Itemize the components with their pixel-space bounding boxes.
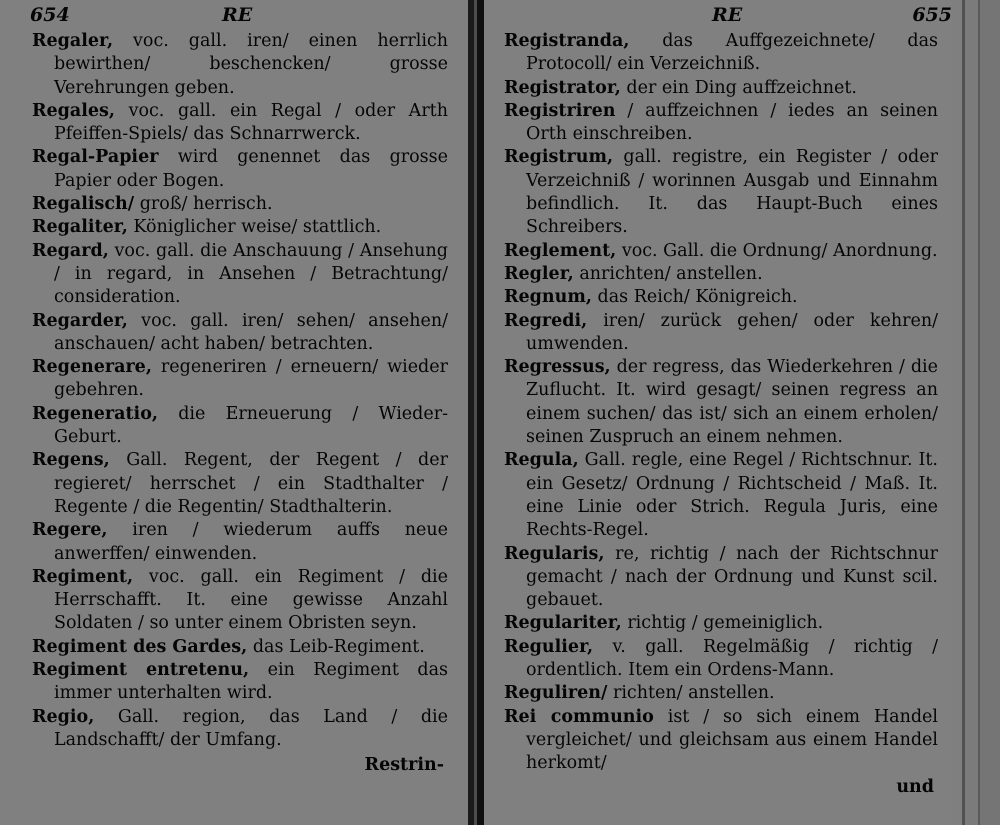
entry-definition: voc. gall. ein Regal / oder Arth Pfeiffen-Spiels/ das Schnarrwerck. xyxy=(54,100,448,145)
left-page xyxy=(0,0,470,825)
entry-definition: Gall. region, das Land / die Landschafft/ der Umfang. xyxy=(54,706,448,750)
entry-definition: regeneriren / erneuern/ wieder gebehren. xyxy=(54,357,448,401)
entry-lemma: Registranda, xyxy=(504,31,630,51)
entry-definition: / auffzeichnen / iedes an seinen Orth einschreiben. xyxy=(526,100,938,145)
entry-definition: der regress, das Wiederkehren / die Zuflucht. It. wird gesagt/ seinen regress an einem suchen/ das ist/ sich an einem erholen/ seinen Zuspruch an einem nehmen. xyxy=(526,357,938,448)
entry-definition: anrichten/ anstellen. xyxy=(573,263,763,284)
entry-definition: Gall. regle, eine Regel / Richtschnur. It. ein Gesetz/ Ordnung / Richtscheid / Maß. It. eine Linie oder Strich. Regula Juris, eine Rechts-Regel. xyxy=(526,450,938,541)
dictionary-entry xyxy=(504,310,938,357)
dictionary-entry xyxy=(504,356,938,449)
entry-definition: richten/ anstellen. xyxy=(607,683,775,704)
entry-lemma: Regiment entretenu, xyxy=(32,660,250,681)
dictionary-entry xyxy=(32,356,448,403)
entry-lemma: Regularis, xyxy=(504,543,605,564)
entry-lemma: Regenerare, xyxy=(32,357,152,378)
dictionary-entry xyxy=(32,519,448,566)
dictionary-entry xyxy=(32,193,448,216)
left-entry-list xyxy=(32,30,448,752)
dictionary-entry xyxy=(32,310,448,357)
entry-lemma: Regler, xyxy=(504,263,574,284)
entry-definition: richtig / gemeiniglich. xyxy=(621,613,824,634)
entry-definition: ein Regiment das immer unterhalten wird. xyxy=(54,660,448,704)
dictionary-entry xyxy=(32,566,448,636)
dictionary-entry xyxy=(504,240,938,263)
entry-lemma: Regens, xyxy=(32,450,110,471)
entry-definition: iren / wiederum auffs neue anwerffen/ einwenden. xyxy=(54,520,448,564)
right-page xyxy=(484,0,1000,825)
entry-lemma: Regaliter, xyxy=(32,217,128,238)
dictionary-entry xyxy=(32,403,448,450)
left-running-head: RE xyxy=(222,4,253,26)
dictionary-entry xyxy=(32,146,448,193)
entry-definition: gall. registre, ein Register / oder Verzeichniß / worinnen Ausgab und Einnahm befindlich. It. das Haupt-Buch eines Schreibers. xyxy=(526,147,938,238)
entry-lemma: Reglement, xyxy=(504,240,617,261)
dictionary-entry xyxy=(32,706,448,753)
dictionary-entry xyxy=(504,100,938,147)
page-edge-shadow xyxy=(952,0,1000,825)
dictionary-entry xyxy=(32,100,448,147)
entry-lemma: Regard, xyxy=(32,240,109,261)
dictionary-entry xyxy=(504,636,938,683)
entry-lemma: Registriren xyxy=(504,100,616,121)
entry-lemma: Regaler, xyxy=(32,31,114,51)
entry-definition: ist / so sich einem Handel vergleichet/ und gleichsam aus einem Handel herkomt/ xyxy=(526,706,938,774)
entry-definition: das Auffgezeichnete/ das Protocoll/ ein Verzeichniß. xyxy=(526,31,938,75)
dictionary-entry xyxy=(32,30,448,100)
entry-lemma: Regales, xyxy=(32,100,115,121)
entry-definition: das Leib-Regiment. xyxy=(247,636,425,657)
entry-lemma: Regalisch/ xyxy=(32,194,135,215)
entry-definition: voc. gall. die Anschauung / Ansehung / in regard, in Ansehen / Betrachtung/ consideration. xyxy=(54,240,448,308)
entry-lemma: Regulariter, xyxy=(504,613,622,634)
entry-lemma: Regredi, xyxy=(504,310,588,331)
entry-lemma: Regio, xyxy=(32,706,95,727)
entry-lemma: Registrator, xyxy=(504,77,621,98)
left-page-number: 654 xyxy=(30,4,70,26)
dictionary-entry xyxy=(504,263,938,286)
dictionary-entry xyxy=(504,706,938,776)
dictionary-entry xyxy=(504,612,938,635)
right-running-head: RE xyxy=(712,4,743,26)
entry-definition: das Reich/ Königreich. xyxy=(591,287,798,308)
entry-definition: iren/ zurück gehen/ oder kehren/ umwenden. xyxy=(526,310,938,354)
right-page-number: 655 xyxy=(912,4,952,26)
entry-definition: voc. gall. ein Regiment / die Herrschafft. It. eine gewisse Anzahl Soldaten / so unter einem Obristen seyn. xyxy=(54,566,448,634)
catchword: und xyxy=(896,776,934,797)
entry-definition: voc. gall. iren/ einen herrlich bewirthen/ beschencken/ grosse Verehrungen geben. xyxy=(54,31,448,98)
entry-lemma: Regiment des Gardes, xyxy=(32,636,248,657)
left-page-header xyxy=(32,0,448,30)
right-page-header xyxy=(504,0,952,30)
right-entry-list xyxy=(504,30,938,776)
dictionary-entry xyxy=(504,77,938,100)
entry-lemma: Rei communio xyxy=(504,706,654,727)
entry-lemma: Regal-Papier xyxy=(32,147,159,168)
entry-definition: wird genennet das grosse Papier oder Bogen. xyxy=(54,147,448,191)
dictionary-entry xyxy=(32,449,448,519)
entry-lemma: Regere, xyxy=(32,520,108,541)
dictionary-entry xyxy=(32,636,448,659)
book-gutter xyxy=(468,0,484,825)
catchword: Restrin- xyxy=(364,755,444,776)
entry-definition: groß/ herrisch. xyxy=(134,194,273,215)
dictionary-entry xyxy=(32,240,448,310)
entry-lemma: Regnum, xyxy=(504,287,592,308)
entry-definition: Königlicher weise/ stattlich. xyxy=(127,217,382,238)
entry-definition: voc. gall. iren/ sehen/ ansehen/ anschauen/ acht haben/ betrachten. xyxy=(54,310,448,354)
entry-lemma: Reguliren/ xyxy=(504,683,608,704)
entry-lemma: Registrum, xyxy=(504,147,614,168)
dictionary-entry xyxy=(504,543,938,613)
entry-definition: voc. Gall. die Ordnung/ Anordnung. xyxy=(616,240,938,261)
entry-lemma: Regula, xyxy=(504,450,579,471)
entry-definition: re, richtig / nach der Richtschnur gemacht / nach der Ordnung und Kunst scil. gebauet. xyxy=(526,543,938,611)
entry-definition: die Erneuerung / Wieder-Geburt. xyxy=(54,403,448,448)
dictionary-entry xyxy=(504,682,938,705)
entry-definition: Gall. Regent, der Regent / der regieret/ herrschet / ein Stadthalter / Regente / die Regentin/ Stadthalterin. xyxy=(54,450,448,517)
dictionary-entry xyxy=(504,146,938,239)
dictionary-entry xyxy=(32,216,448,239)
dictionary-entry xyxy=(32,659,448,706)
entry-lemma: Regressus, xyxy=(504,357,611,378)
entry-definition: der ein Ding auffzeichnet. xyxy=(620,77,857,98)
entry-lemma: Regarder, xyxy=(32,310,128,331)
entry-lemma: Regulier, xyxy=(504,636,594,657)
entry-definition: v. gall. Regelmäßig / richtig / ordentlich. Item ein Ordens-Mann. xyxy=(526,636,938,681)
dictionary-entry xyxy=(504,449,938,542)
entry-lemma: Regiment, xyxy=(32,566,134,587)
dictionary-entry xyxy=(504,286,938,309)
entry-lemma: Regeneratio, xyxy=(32,403,158,424)
dictionary-entry xyxy=(504,30,938,77)
